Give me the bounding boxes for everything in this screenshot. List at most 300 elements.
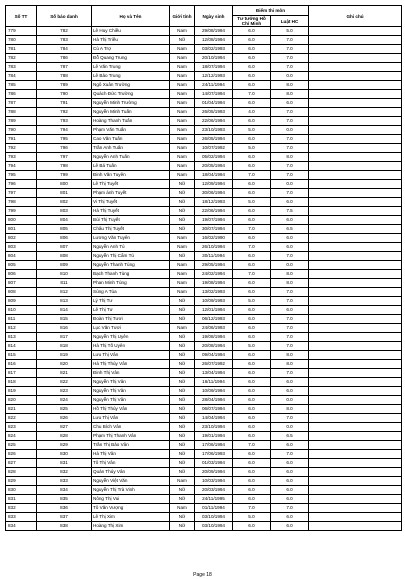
row-name: Quản Thúy Vân [92,468,170,477]
row-note [309,252,402,261]
row-dob: 14/07/1994 [195,90,233,99]
table-row [6,36,402,45]
row-score-2: 8.0 [271,90,309,99]
row-sbd: 820 [37,360,92,369]
row-name: Vi Thị Tuyết [92,198,170,207]
row-score-2: 5.0 [271,27,309,36]
table-row [6,216,402,225]
row-stt: 781 [6,45,37,54]
row-gender: Nam [170,81,195,90]
row-gender: Nữ [170,414,195,423]
row-dob: 06/07/1994 [195,405,233,414]
header-dob: Ngày sinh [195,6,233,27]
row-score-1: 6.0 [233,333,271,342]
row-note [309,81,402,90]
row-sbd: 828 [37,432,92,441]
row-score-1: 6.0 [233,459,271,468]
row-stt: 834 [6,522,37,531]
row-stt: 811 [6,315,37,324]
row-dob: 19/08/1994 [195,279,233,288]
row-note [309,90,402,99]
row-gender: Nữ [170,450,195,459]
row-stt: 819 [6,387,37,396]
row-dob: 18/07/1994 [195,63,233,72]
row-dob: 18/12/1993 [195,198,233,207]
row-sbd: 825 [37,405,92,414]
row-score-2: 7.0 [271,162,309,171]
table-row [6,63,402,72]
row-gender: Nam [170,162,195,171]
table-row [6,45,402,54]
row-note [309,423,402,432]
page-number: Page 18 [193,572,212,578]
row-sbd: 789 [37,81,92,90]
row-sbd: 808 [37,252,92,261]
row-dob: 20/10/1994 [195,54,233,63]
row-gender: Nam [170,153,195,162]
row-score-2: 6.0 [271,99,309,108]
table-row [6,90,402,99]
row-gender: Nam [170,144,195,153]
row-score-1: 6.0 [233,288,271,297]
row-stt: 797 [6,189,37,198]
row-name: Hà Thị Triều [92,36,170,45]
row-score-2: 7.0 [271,450,309,459]
table-row [6,126,402,135]
row-stt: 794 [6,162,37,171]
score-table [5,5,402,531]
row-sbd: 827 [37,423,92,432]
row-note [309,315,402,324]
row-note [309,360,402,369]
row-gender: Nữ [170,207,195,216]
row-score-1: 6.0 [233,252,271,261]
row-score-2: 8.0 [271,351,309,360]
row-score-2: 7.0 [271,342,309,351]
row-sbd: 811 [37,279,92,288]
header-subject-2: Luật HC [271,16,309,27]
row-stt: 784 [6,72,37,81]
row-name: Quách Đức Trường [92,90,170,99]
row-stt: 833 [6,513,37,522]
row-score-2: 6.0 [271,486,309,495]
row-note [309,144,402,153]
row-note [309,369,402,378]
row-sbd: 790 [37,90,92,99]
table-row [6,486,402,495]
row-stt: 789 [6,117,37,126]
row-score-1: 5.0 [233,126,271,135]
row-score-1: 6.0 [233,54,271,63]
row-gender: Nữ [170,180,195,189]
row-sbd: 809 [37,261,92,270]
row-score-2: 8.0 [271,270,309,279]
row-score-1: 6.0 [233,387,271,396]
row-dob: 12/12/1993 [195,72,233,81]
row-gender: Nữ [170,36,195,45]
row-stt: 809 [6,297,37,306]
row-sbd: 816 [37,324,92,333]
row-score-1: 6.0 [233,315,271,324]
row-note [309,405,402,414]
row-stt: 825 [6,441,37,450]
row-score-2: 7.0 [271,189,309,198]
row-dob: 16/11/1994 [195,378,233,387]
row-name: Lê Huy Chiều [92,27,170,36]
row-stt: 817 [6,369,37,378]
row-dob: 14/04/1994 [195,414,233,423]
row-name: Hà Thị Tuyết [92,207,170,216]
row-stt: 806 [6,270,37,279]
row-note [309,387,402,396]
row-name: Nguyễn Thị Uyên [92,333,170,342]
row-gender: Nữ [170,252,195,261]
row-score-2: 6.0 [271,387,309,396]
row-dob: 17/06/1994 [195,441,233,450]
row-score-1: 5.0 [233,513,271,522]
row-dob: 10/09/1994 [195,387,233,396]
header-name: Họ và Tên [92,6,170,27]
row-stt: 818 [6,378,37,387]
row-gender: Nam [170,27,195,36]
row-sbd: 792 [37,108,92,117]
row-score-1: 6.0 [233,279,271,288]
row-score-1: 5.0 [233,297,271,306]
row-note [309,297,402,306]
row-score-1: 6.0 [233,423,271,432]
row-gender: Nữ [170,423,195,432]
row-gender: Nam [170,243,195,252]
row-gender: Nam [170,135,195,144]
row-score-2: 6.0 [271,477,309,486]
row-score-2: 7.0 [271,54,309,63]
row-gender: Nữ [170,225,195,234]
table-row [6,27,402,36]
row-score-2: 6.0 [271,216,309,225]
row-score-2: 7.0 [271,45,309,54]
row-dob: 12/09/1994 [195,180,233,189]
row-stt: 790 [6,126,37,135]
row-stt: 831 [6,495,37,504]
row-dob: 30/06/1994 [195,189,233,198]
row-dob: 28/04/1994 [195,396,233,405]
row-dob: 01/11/1994 [195,504,233,513]
table-row [6,441,402,450]
table-row [6,279,402,288]
table-row [6,459,402,468]
row-score-2: 0.0 [271,180,309,189]
row-dob: 19/08/1994 [195,333,233,342]
row-dob: 12/08/1994 [195,36,233,45]
row-dob: 13/02/1993 [195,288,233,297]
row-gender: Nữ [170,189,195,198]
row-name: Sùng A Tủa [92,288,170,297]
table-row [6,504,402,513]
row-sbd: 830 [37,450,92,459]
row-stt: 807 [6,279,37,288]
row-score-1: 7.0 [233,171,271,180]
row-score-1: 7.0 [233,225,271,234]
row-stt: 830 [6,486,37,495]
row-dob: 20/09/1994 [195,468,233,477]
row-note [309,189,402,198]
row-stt: 786 [6,90,37,99]
row-name: Hồ Thị Thúy Vân [92,405,170,414]
row-score-2: 6.0 [271,234,309,243]
row-dob: 22/06/1994 [195,117,233,126]
row-note [309,396,402,405]
row-sbd: 793 [37,117,92,126]
row-dob: 03/02/1993 [195,45,233,54]
row-score-1: 5.0 [233,342,271,351]
row-name: Hoàng Thị Xim [92,522,170,531]
table-row [6,135,402,144]
row-score-1: 6.0 [233,27,271,36]
row-note [309,108,402,117]
row-gender: Nam [170,270,195,279]
row-gender: Nữ [170,297,195,306]
table-row [6,324,402,333]
row-note [309,45,402,54]
row-note [309,450,402,459]
table-row [6,207,402,216]
row-score-2: 8.0 [271,153,309,162]
row-score-1: 6.0 [233,36,271,45]
row-name: Phan Minh Tùng [92,279,170,288]
table-row [6,243,402,252]
row-score-2: 7.0 [271,297,309,306]
row-score-1: 6.0 [233,207,271,216]
row-sbd: 803 [37,207,92,216]
row-score-2: 7.0 [271,504,309,513]
row-name: Lê Bá Tuấn [92,162,170,171]
row-sbd: 804 [37,216,92,225]
row-sbd: 821 [37,369,92,378]
table-row [6,198,402,207]
row-score-2: 0.0 [271,126,309,135]
row-score-2: 7.0 [271,36,309,45]
row-name: Nguyễn Thanh Tùng [92,261,170,270]
table-row [6,144,402,153]
row-dob: 17/06/1993 [195,450,233,459]
row-stt: 791 [6,135,37,144]
header-scores: Điểm thi môn [233,6,309,16]
row-score-1: 6.0 [233,306,271,315]
row-score-2: 7.0 [271,288,309,297]
row-note [309,153,402,162]
row-stt: 804 [6,252,37,261]
row-stt: 799 [6,207,37,216]
row-dob: 06/12/1993 [195,315,233,324]
row-score-2: 7.0 [271,333,309,342]
row-gender: Nữ [170,360,195,369]
row-sbd: 802 [37,198,92,207]
row-dob: 19/07/1994 [195,216,233,225]
row-stt: 810 [6,306,37,315]
row-dob: 01/03/1994 [195,459,233,468]
row-name: Hà Thị Vân [92,450,170,459]
row-dob: 12/01/1994 [195,306,233,315]
row-score-1: 6.0 [233,432,271,441]
row-stt: 832 [6,504,37,513]
row-sbd: 836 [37,504,92,513]
row-sbd: 819 [37,351,92,360]
row-note [309,54,402,63]
row-sbd: 818 [37,342,92,351]
row-stt: 788 [6,108,37,117]
row-name: Lê Bảo Trung [92,72,170,81]
row-score-1: 6.0 [233,81,271,90]
row-dob: 09/04/1994 [195,351,233,360]
row-score-1: 6.0 [233,495,271,504]
table-row [6,153,402,162]
row-sbd: 800 [37,180,92,189]
row-stt: 795 [6,171,37,180]
row-score-1: 6.0 [233,135,271,144]
row-note [309,306,402,315]
table-row [6,306,402,315]
row-score-2: 7.0 [271,108,309,117]
row-note [309,27,402,36]
table-row [6,468,402,477]
row-name: Hà Thị Tố Uyên [92,342,170,351]
table-row [6,432,402,441]
row-stt: 802 [6,234,37,243]
row-stt: 803 [6,243,37,252]
row-stt: 779 [6,27,37,36]
row-dob: 24/02/1994 [195,270,233,279]
header-gender: Giới tính [170,6,195,27]
row-score-2: 6.0 [271,198,309,207]
row-dob: 29/08/1994 [195,27,233,36]
row-stt: 798 [6,198,37,207]
row-stt: 782 [6,54,37,63]
row-stt: 785 [6,81,37,90]
row-gender: Nam [170,126,195,135]
row-score-2: 7.0 [271,171,309,180]
row-stt: 827 [6,459,37,468]
row-name: Bạch Thanh Tùng [92,270,170,279]
row-note [309,324,402,333]
row-dob: 24/11/1995 [195,495,233,504]
row-sbd: 823 [37,387,92,396]
row-gender: Nam [170,90,195,99]
row-score-1: 7.0 [233,243,271,252]
table-row [6,162,402,171]
row-sbd: 824 [37,396,92,405]
table-row [6,513,402,522]
table-body [6,27,402,531]
row-stt: 796 [6,180,37,189]
table-row [6,351,402,360]
row-score-2: 6.0 [271,459,309,468]
row-dob: 20/08/1994 [195,342,233,351]
row-gender: Nữ [170,351,195,360]
row-score-1: 6.0 [233,378,271,387]
table-row [6,378,402,387]
row-name: Phạm ánh Tuyết [92,189,170,198]
row-gender: Nam [170,504,195,513]
row-dob: 10/03/1994 [195,477,233,486]
table-row [6,288,402,297]
row-score-2: 6.0 [271,513,309,522]
row-dob: 03/10/1994 [195,522,233,531]
row-score-1: 6.0 [233,45,271,54]
row-note [309,378,402,387]
row-score-2: 7.0 [271,252,309,261]
row-gender: Nam [170,279,195,288]
row-name: Lưu Thị Vân [92,414,170,423]
row-note [309,414,402,423]
row-gender: Nữ [170,468,195,477]
row-dob: 24/11/1994 [195,81,233,90]
row-gender: Nam [170,108,195,117]
row-score-1: 6.0 [233,63,271,72]
row-sbd: 810 [37,270,92,279]
row-note [309,486,402,495]
row-note [309,207,402,216]
row-note [309,333,402,342]
table-row [6,234,402,243]
row-sbd: 837 [37,513,92,522]
row-stt: 813 [6,333,37,342]
row-sbd: 795 [37,135,92,144]
row-score-1: 6.0 [233,468,271,477]
row-stt: 815 [6,351,37,360]
row-score-2: 6.5 [271,225,309,234]
row-name: Lê Thị Xim [92,513,170,522]
row-note [309,279,402,288]
row-score-2: 7.0 [271,315,309,324]
row-score-2: 6.0 [271,378,309,387]
row-stt: 801 [6,225,37,234]
row-gender: Nữ [170,315,195,324]
row-name: Đinh Thị Vân [92,369,170,378]
row-name: Lý Thị Tư [92,297,170,306]
row-note [309,180,402,189]
row-score-2: 6.0 [271,468,309,477]
row-score-1: 6.0 [233,360,271,369]
row-score-2: 7.0 [271,144,309,153]
row-note [309,126,402,135]
row-name: Bùi Thị Tuyết [92,216,170,225]
row-note [309,216,402,225]
row-score-1: 7.0 [233,90,271,99]
row-stt: 829 [6,477,37,486]
row-stt: 780 [6,36,37,45]
row-name: Đoàn Thị Tươi [92,315,170,324]
row-gender: Nữ [170,342,195,351]
row-score-2: 0.0 [271,72,309,81]
row-score-1: 6.0 [233,369,271,378]
header-note: Ghi chú [309,6,402,27]
row-sbd: 783 [37,36,92,45]
table-row [6,369,402,378]
row-score-2: 6.0 [271,441,309,450]
row-dob: 16/02/1990 [195,234,233,243]
row-dob: 13/04/1994 [195,369,233,378]
row-note [309,72,402,81]
row-dob: 23/10/1993 [195,126,233,135]
table-row [6,108,402,117]
row-score-1: 6.0 [233,153,271,162]
row-note [309,522,402,531]
row-sbd: 833 [37,477,92,486]
table-row [6,189,402,198]
row-name: Chu Bích Vân [92,423,170,432]
row-gender: Nữ [170,378,195,387]
row-stt: 816 [6,360,37,369]
